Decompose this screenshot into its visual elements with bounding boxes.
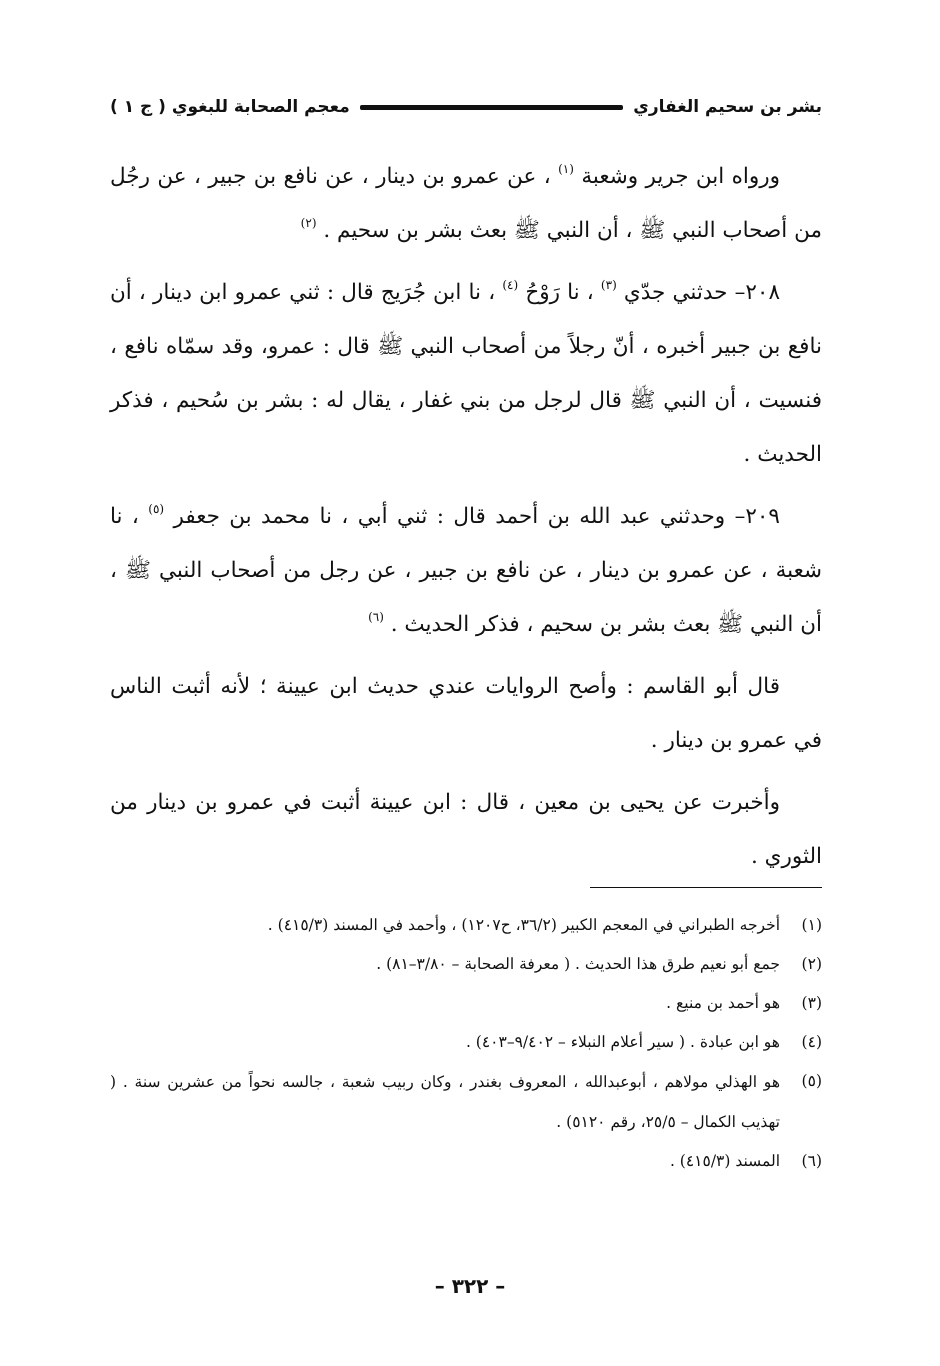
footnote-item (110, 1023, 822, 1062)
footnote-item (110, 906, 822, 945)
footnote-number: (٣) (801, 994, 822, 1012)
footnote-text: هو ابن عبادة . ( سير أعلام النبلاء – ٩/٤٠٢–٤٠٣) . (465, 1033, 780, 1051)
footnote-text: هو أحمد بن منيع . (666, 994, 780, 1012)
footnote-number: (٢) (801, 955, 822, 973)
main-text (110, 150, 822, 892)
footnote-number: (٥) (801, 1072, 822, 1090)
footnote-ref-3: (٣) (600, 278, 617, 292)
paragraph-yahya: وأخبرت عن يحيى بن معين ، قال : ابن عيينة أثبت في عمرو بن دينار من الثوري . (110, 790, 822, 869)
page-number: – ٣٢٢ – (434, 1274, 506, 1298)
header-rule (360, 105, 623, 110)
paragraph-abu-alqasim: قال أبو القاسم : وأصح الروايات عندي حديث ابن عيينة ؛ لأنه أثبت الناس في عمرو بن دينار . (110, 674, 822, 753)
header-entry-name: بشر بن سحيم الغفاري (633, 97, 822, 117)
footnote-item (110, 1142, 822, 1181)
footnote-item (110, 945, 822, 984)
header-book-title: معجم الصحابة للبغوي ( ج ١ ) (110, 97, 350, 117)
scan-dots-top (0, 6, 940, 8)
footnote-number: (٤) (801, 1033, 822, 1051)
footnote-ref-6: (٦) (368, 610, 384, 624)
footnotes (110, 906, 822, 1181)
paragraph-1: ورواه ابن جرير وشعبة $^{(١)}$ ، عن عمرو بن دينار ، عن نافع بن جبير ، عن رجُل من أصحاب النبي ﷺ ، أن النبي ﷺ بعث بشر بن سحيم . $^{(٢)}$ (110, 162, 822, 243)
footnote-ref-5: (٥) (148, 502, 165, 516)
footnote-text: جمع أبو نعيم طرق هذا الحديث . ( معرفة الصحابة – ٣/٨٠–٨١) . (376, 955, 780, 973)
paragraph-209: ٢٠٩– وحدثني عبد الله بن أحمد قال : ثني أبي ، نا محمد بن جعفر $^{(٥)}$ ، نا شعبة ، عن عمرو بن دينار ، عن نافع بن جبير ، عن رجل من أصحاب النبي ﷺ ، أن النبي ﷺ بعث بشر بن سحيم ، فذكر الحديث . $^{(٦)}$ (110, 502, 822, 637)
footnote-ref-2: (٢) (300, 216, 317, 230)
footnote-text: أخرجه الطبراني في المعجم الكبير (٣٦/٢، ح١٢٠٧) ، وأحمد في المسند (٤١٥/٣) . (267, 916, 780, 934)
paragraph-208: ٢٠٨– حدثني جدّي $^{(٣)}$ ، نا رَوْحُ $^{(٤)}$ ، نا ابن جُرَيج قال : ثني عمرو ابن دينار ، أن نافع بن جبير أخبره ، أنّ رجلاً من أصحاب النبي ﷺ قال : عمرو، وقد سمّاه نافع ، فنسيت ، أن النبي ﷺ قال لرجل من بني غفار ، يقال له : بشر بن سُحيم ، فذكر الحديث . (110, 278, 822, 467)
footnote-separator (590, 887, 822, 888)
footnote-text: المسند (٤١٥/٣) . (669, 1152, 780, 1170)
footnote-number: (١) (801, 916, 822, 934)
footnote-text: هو الهذلي مولاهم ، أبوعبدالله ، المعروف بغندر ، وكان ربيب شعبة ، جالسه نحواً من عشرين سنة . ( تهذيب الكمال – ٢٥/٥، رقم ٥١٢٠) . (110, 1073, 780, 1131)
footnote-item (110, 984, 822, 1023)
footnote-ref-4: (٤) (502, 278, 519, 292)
footnote-ref-1: (١) (558, 162, 574, 176)
footnote-item (110, 1062, 822, 1142)
running-header (110, 92, 822, 122)
footnote-number: (٦) (801, 1152, 822, 1170)
